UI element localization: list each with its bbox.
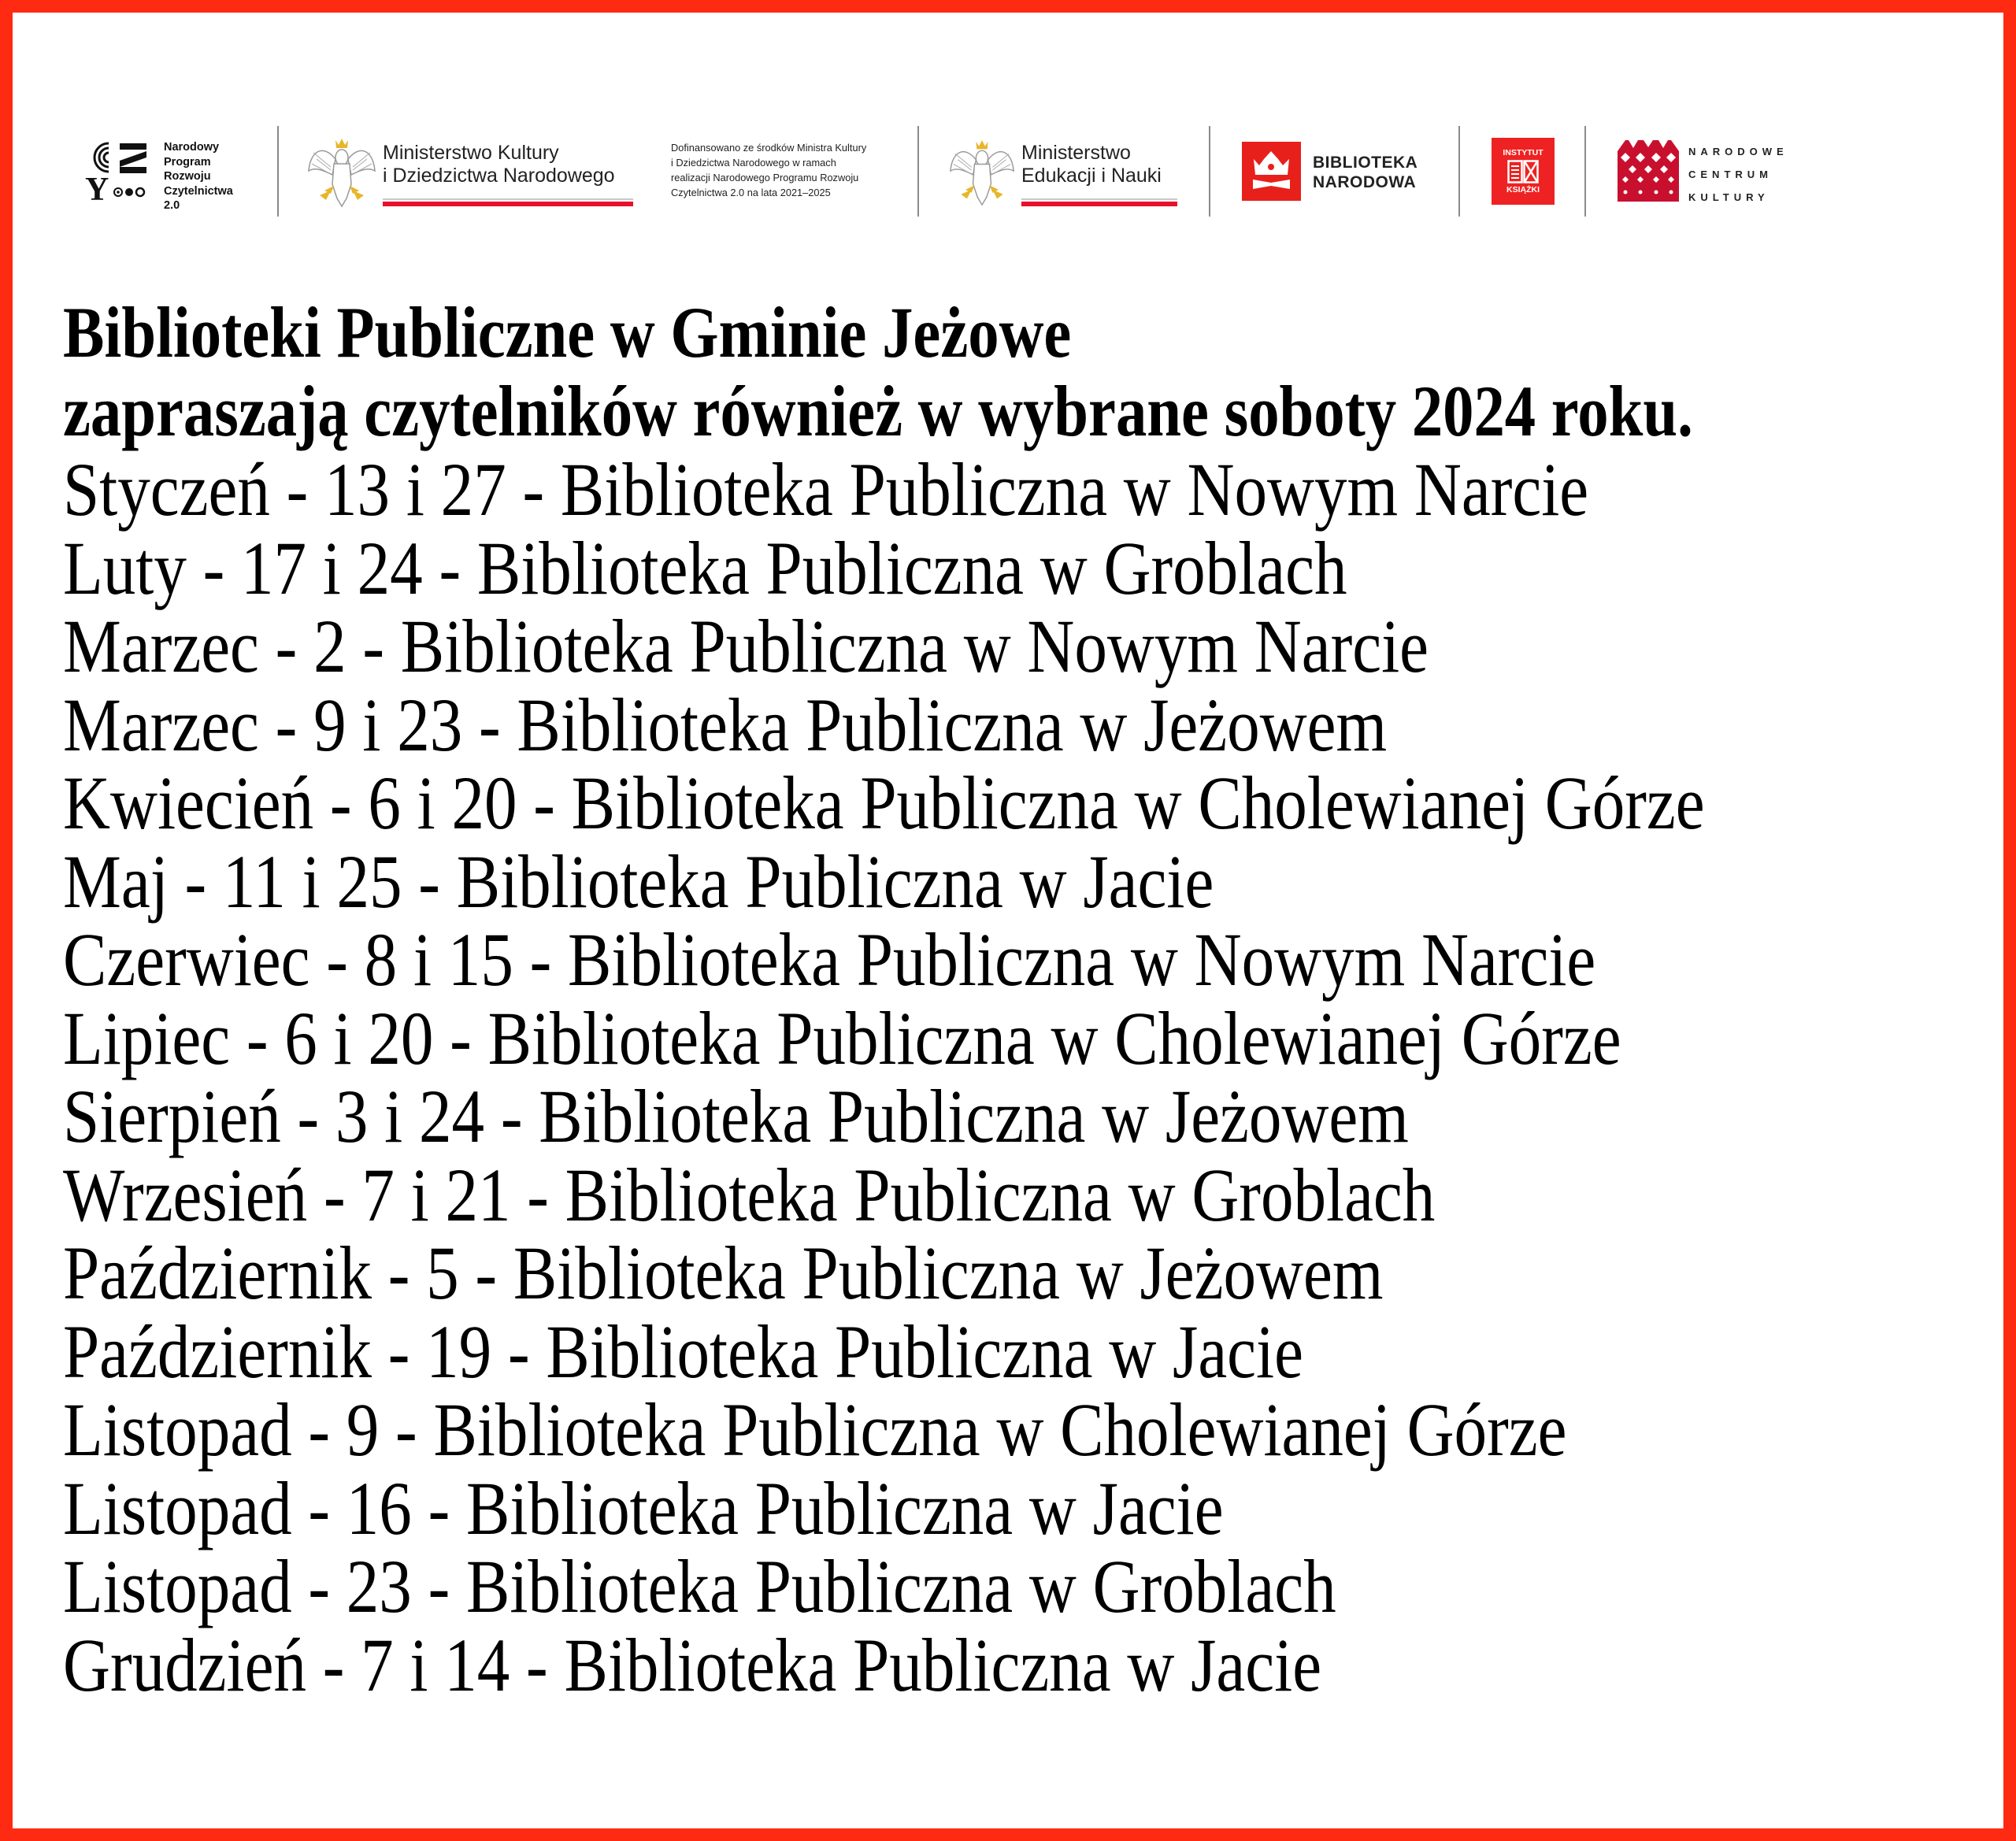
schedule-list [63,447,1984,1707]
heading-line-2: zapraszają czytelników również w wybrane soboty 2024 roku. [63,371,1693,451]
schedule-item: Listopad - 23 - Biblioteka Publiczna w Groblach [63,1544,1336,1628]
schedule-item: Październik - 5 - Biblioteka Publiczna w Jeżowem [63,1231,1384,1315]
biblioteka-narodowa-name: BIBLIOTEKA NARODOWA [1313,154,1418,191]
logo-nprc [85,140,274,219]
mkidn-name: Ministerstwo Kultury i Dziedzictwa Narodowego [383,142,615,187]
schedule-item: Maj - 11 i 25 - Biblioteka Publiczna w Jacie [63,839,1214,924]
diamond-crown-icon [1618,140,1679,202]
nprc-cz-y-icon [85,140,156,203]
polish-eagle-icon [307,135,376,210]
logo-divider [1584,126,1586,217]
logo-divider [1209,126,1210,217]
logo-divider [917,126,919,217]
logo-mkidn [307,135,646,214]
svg-text:Y: Y [85,172,109,203]
logo-instytut-ksiazki: INSTYTUT KSIĄŻKI [1492,138,1555,205]
schedule-item: Grudzień - 7 i 14 - Biblioteka Publiczna w Jacie [63,1622,1322,1707]
open-book-x-icon [1507,160,1539,183]
schedule-item: Listopad - 9 - Biblioteka Publiczna w Cholewianej Górze [63,1387,1567,1472]
schedule-item: Marzec - 9 i 23 - Biblioteka Publiczna w Jeżowem [63,682,1388,767]
schedule-item: Luty - 17 i 24 - Biblioteka Publiczna w Groblach [63,525,1347,610]
logo-divider [1458,126,1460,217]
schedule-item: Listopad - 16 - Biblioteka Publiczna w Jacie [63,1465,1224,1550]
heading-line-1: Biblioteki Publiczne w Gminie Jeżowe [63,292,1072,372]
crown-book-icon [1242,142,1301,201]
funding-note: Dofinansowano ze środków Ministra Kultury i Dziedzictwa Narodowego w ramach realizacji Narodowego Programu Rozwoju Czytelnictwa 2.0 na lata 2021–2025 [671,142,867,198]
logo-mein [949,135,1185,214]
announcement [63,292,1984,1707]
schedule-item: Lipiec - 6 i 20 - Biblioteka Publiczna w Cholewianej Górze [63,995,1621,1080]
schedule-item: Marzec - 2 - Biblioteka Publiczna w Nowym Narcie [63,604,1429,688]
logo-divider [277,126,279,217]
schedule-item: Październik - 19 - Biblioteka Publiczna w Jacie [63,1309,1303,1394]
nprc-name: Narodowy Program Rozwoju Czytelnictwa 2.0 [164,141,233,212]
schedule-item: Czerwiec - 8 i 15 - Biblioteka Publiczna w Nowym Narcie [63,917,1596,1002]
polish-eagle-icon [949,135,1015,210]
schedule-item: Sierpień - 3 i 24 - Biblioteka Publiczna w Jeżowem [63,1074,1409,1158]
flag-bar [1021,198,1177,206]
schedule-item: Wrzesień - 7 i 21 - Biblioteka Publiczna w Groblach [63,1152,1436,1237]
nck-name: NARODOWE CENTRUM KULTURY [1688,146,1788,203]
flag-bar [383,198,633,206]
sponsor-logo-strip [0,0,2016,236]
schedule-item: Styczeń - 13 i 27 - Biblioteka Publiczna w Nowym Narcie [63,447,1589,532]
mein-name: Ministerstwo Edukacji i Nauki [1021,142,1162,187]
schedule-item: Kwiecień - 6 i 20 - Biblioteka Publiczna w Cholewianej Górze [63,761,1705,845]
